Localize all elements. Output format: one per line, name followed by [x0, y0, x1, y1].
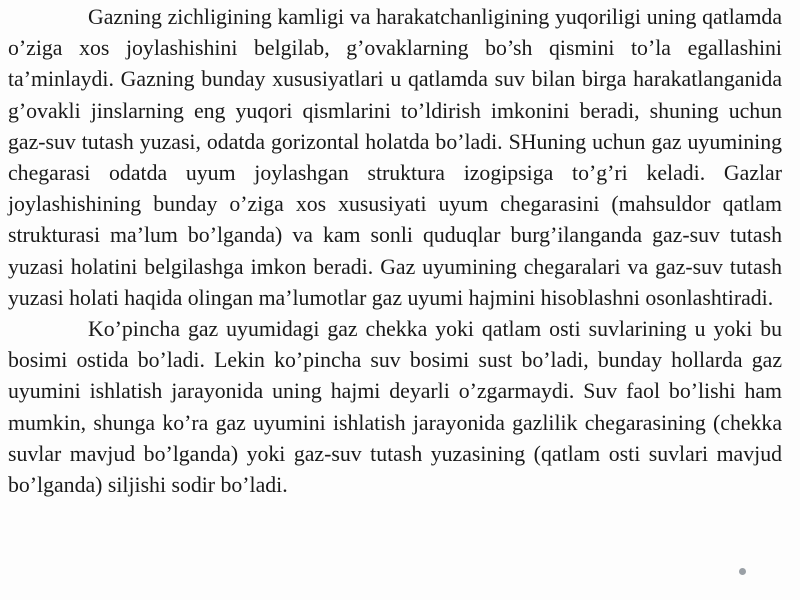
- document-page: [8, 2, 782, 501]
- paragraph-water-pressure: Ko’pincha gaz uyumidagi gaz chekka yoki qatlam osti suvlarining u yoki bu bosimi ostida bo’ladi. Lekin ko’pincha suv bosimi sust bo’ladi, bunday hollarda gaz uyumini ishlatish jarayonida uning hajmi deyarli o’zgarmaydi. Suv faol bo’lishi ham mumkin, shunga ko’ra gaz uyumini ishlatish jarayonida gazlilik chegarasining (chekka suvlar mavjud bo’lganda) yoki gaz-suv tutash yuzasining (qatlam osti suvlari mavjud bo’lganda) siljishi sodir bo’ladi.: [8, 317, 782, 498]
- paragraph-gas-distribution: Gazning zichligining kamligi va harakatchanligining yuqoriligi uning qatlamda o’ziga xos joylashishini belgilab, g’ovaklarning bo’sh qismini to’la egallashini ta’minlaydi. Gazning bunday xususiyatlari u qatlamda suv bilan birga harakatlanganida g’ovakli jinslarning eng yuqori qismlarini to’ldirish imkonini beradi, shuning uchun gaz-suv tutash yuzasi, odatda gorizontal holatda bo’ladi. SHuning uchun gaz uyumining chegarasi odatda uyum joylashgan struktura izogipsiga to’g’ri keladi. Gazlar joylashishining bunday o’ziga xos xususiyati uyum chegarasini (mahsuldor qatlam strukturasi ma’lum bo’lganda) va kam sonli quduqlar burg’ilanganda gaz-suv tutash yuzasi holatini belgilashga imkon beradi. Gaz uyumining chegaralari va gaz-suv tutash yuzasi holati haqida olingan ma’lumotlar gaz uyumi hajmini hisoblashni osonlashtiradi.: [8, 5, 782, 310]
- slide-indicator-dot-icon: [739, 568, 746, 575]
